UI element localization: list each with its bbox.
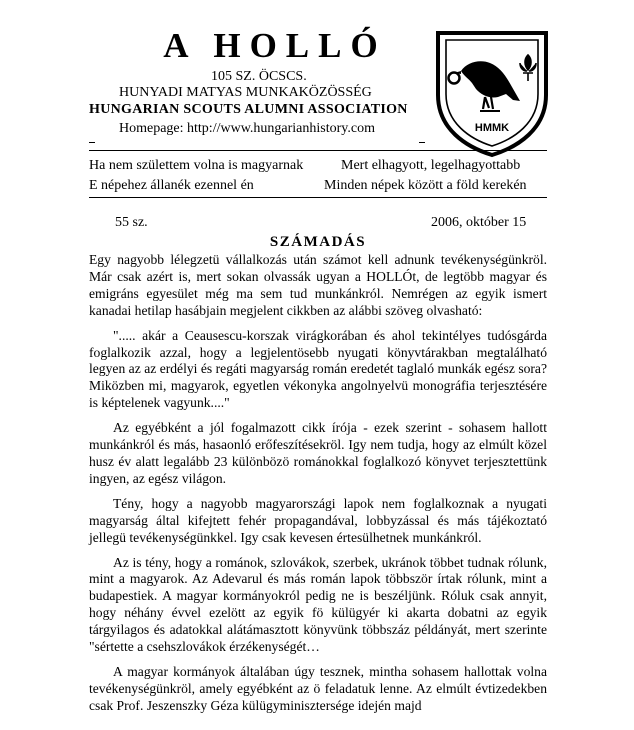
article-quote: "..... akár a Ceausescu-korszak virágkorában és ahol tekintélyes tudósgárda foglalkozik azzal, hogy a legjelentösebb nyugati könyvtárakban megtalálható legyen az az erdélyi és regáti magyarság román eredetét taglaló munkák egész sora? Miközben mi, magyarok, egyetlen vékonyka angolnyelvü monográfia terjesztésére is képtelenek vagyunk...." <box>89 327 547 411</box>
article-paragraph: Az egyébként a jól fogalmazott cikk írója - ezek szerint - sohasem hallott munkánkról és más, hasaonló erőfeszítésekröl. Igy nem tudja, hogy az elmúlt közel husz év alatt legalább 23 különbözö románokkal foglalkozó könyvet terjesztettünk ingyen, az egész világon. <box>89 420 547 486</box>
article-paragraph: Egy nagyobb lélegzetü vállalkozás után számot kell adnunk tevékenységünkröl. Már csak azért is, mert sokan olvassák ugyan a HOLLÓt, de legtöbb magyar és emigráns egyesület még ma sem tud munkánkról. Nemrégen az egyik ismert kanadai hetilap hasábjain megjelent cikkben az alábbi szöveg olvasható: <box>89 252 547 318</box>
association-english-name: HUNGARIAN SCOUTS ALUMNI ASSOCIATION <box>89 102 408 117</box>
issue-number: 55 sz. <box>115 215 148 230</box>
motto-left-line-1: Ha nem születtem volna is magyarnak <box>89 158 304 173</box>
troop-number: 105 SZ. ÖCSCS. <box>211 69 307 84</box>
article-paragraph: Tény, hogy a nagyobb magyarországi lapok nem foglalkoznak a nyugati magyarság által kifejtett fehér propagandával, lobbyzással és más tájékoztató jellegü tevékenységünkkel. Igy csak kevesen értesülhetnek munkánkról. <box>89 495 547 545</box>
motto-right-line-2: Minden népek között a föld kerekén <box>324 178 527 193</box>
homepage-link[interactable]: Homepage: http://www.hungarianhistory.com <box>119 121 375 136</box>
article-body <box>89 252 547 723</box>
association-name: HUNYADI MATYAS MUNKAKÖZÖSSÉG <box>119 85 372 100</box>
article-paragraph: A magyar kormányok általában úgy tesznek, mintha sohasem hallottak volna tevékenységünkröl, amely egyébként az ö feladatuk lenne. Az elmúlt évtizedekben csak Prof. Jeszenszky Géza külügyminisztersége idején majd <box>89 663 547 713</box>
divider-bottom <box>89 197 547 198</box>
divider-top <box>89 150 547 151</box>
article-paragraph: Az is tény, hogy a románok, szlovákok, szerbek, ukránok többet tudnak rólunk, mint a magyarok. Az Adevarul és más román lapok többször írtak rólunk, mint a budapestiek. A magyar kormányokról pedig ne is beszéljünk. Róluk csak annyit, hogy néhány évvel ezelött az egyik fö külügyér ki akarta dobatni az egyik tárgyilagos és adatokkal alátámasztott könyvünk többszáz példányát, mert szerinte "sértette a csehszlovákok érzékenységét… <box>89 554 547 655</box>
masthead-tick-left <box>89 142 95 143</box>
article-title: SZÁMADÁS <box>269 234 367 250</box>
motto-left-line-2: E népehez állanék ezennel én <box>89 178 254 193</box>
issue-date: 2006, október 15 <box>431 215 527 230</box>
crest-text: HMMK <box>474 122 510 134</box>
masthead-tick-right <box>419 142 425 143</box>
newsletter-title: A HOLLÓ <box>163 26 387 65</box>
raven-crest-icon <box>434 29 550 158</box>
motto-right-line-1: Mert elhagyott, legelhagyottabb <box>341 158 521 173</box>
